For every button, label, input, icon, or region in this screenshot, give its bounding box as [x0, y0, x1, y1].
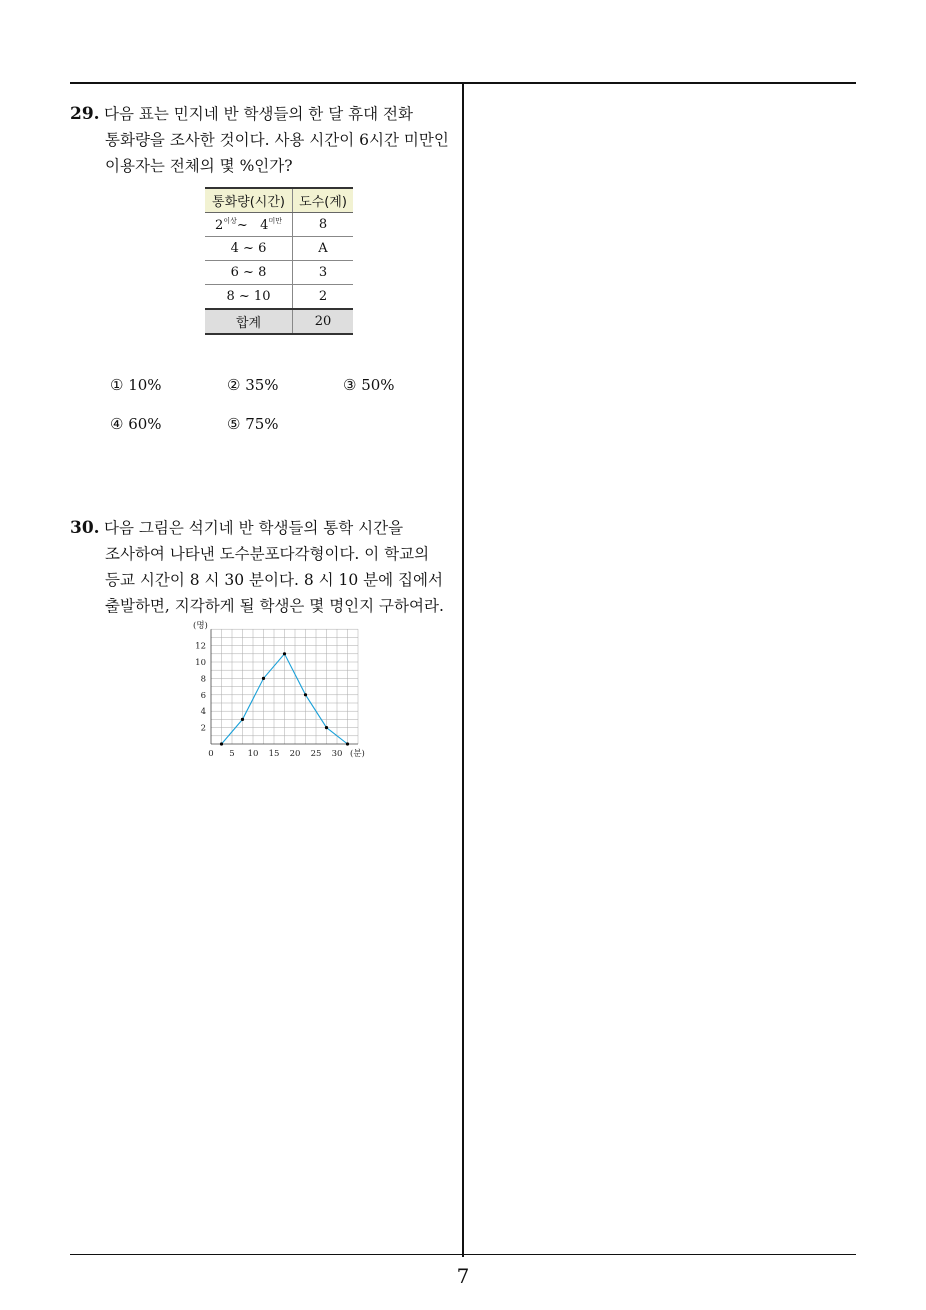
y-tick-label: 8: [200, 674, 206, 685]
value-cell: 2: [293, 285, 354, 310]
q30-number: 30.: [70, 518, 100, 538]
question-30: [70, 515, 450, 619]
y-tick-label: 6: [200, 690, 206, 701]
q29-line-2: 통화량을 조사한 것이다. 사용 시간이 6시간 미만인: [105, 131, 449, 149]
page-number: 7: [456, 1264, 470, 1288]
y-tick-label: 10: [195, 658, 206, 668]
total-value: 20: [293, 309, 354, 334]
q29-line-1: 29. 다음 표는 민지네 반 학생들의 한 달 휴대 전화: [70, 101, 450, 127]
y-axis-label: (명): [193, 621, 208, 632]
header-call-time: 통화량(시간): [205, 188, 293, 213]
table-header-row: [205, 188, 353, 213]
range-cell: 8 ~ 10: [205, 285, 293, 310]
column-divider: [462, 83, 464, 1257]
data-point: [220, 742, 223, 745]
choice-5[interactable]: ⑤ 75%: [227, 415, 279, 433]
y-tick-label: 12: [195, 641, 206, 652]
data-point: [346, 742, 349, 745]
range-cell: 6 ~ 8: [205, 261, 293, 285]
range-cell: 4 ~ 6: [205, 237, 293, 261]
chart-tick-labels: [193, 620, 365, 759]
frequency-polygon-chart: [185, 620, 385, 765]
table-row: [205, 213, 353, 237]
choice-4[interactable]: ④ 60%: [110, 415, 162, 433]
q29-number: 29.: [70, 104, 100, 124]
x-tick-label: 5: [229, 749, 235, 759]
range-cell: $2^{이상}\sim$ $4^{미만}$: [205, 213, 293, 237]
data-point: [325, 726, 328, 729]
value-cell: 3: [293, 261, 354, 285]
choice-1[interactable]: ① 10%: [110, 376, 162, 394]
data-point: [283, 652, 286, 655]
y-tick-label: 2: [200, 723, 206, 734]
table-row: [205, 261, 353, 285]
x-tick-label: 30: [331, 749, 343, 759]
x-tick-label: 10: [247, 749, 259, 759]
table-row: [205, 285, 353, 310]
value-cell: 8: [293, 213, 354, 237]
total-label: 합계: [205, 309, 293, 334]
data-point: [262, 677, 265, 680]
x-tick-label: 0: [208, 749, 214, 759]
data-point: [304, 693, 307, 696]
q30-line-2: 조사하여 나타낸 도수분포다각형이다. 이 학교의: [105, 545, 430, 563]
data-point: [241, 718, 244, 721]
choice-3[interactable]: ③ 50%: [343, 376, 395, 394]
header-frequency: 도수(계): [293, 188, 354, 213]
q30-line-1: 30. 다음 그림은 석기네 반 학생들의 통학 시간을: [70, 515, 450, 541]
value-cell: A: [293, 237, 354, 261]
choice-2[interactable]: ② 35%: [227, 376, 279, 394]
chart-grid: [211, 629, 358, 744]
q30-line-4: 출발하면, 지각하게 될 학생은 몇 명인지 구하여라.: [105, 597, 444, 615]
question-29: [70, 101, 450, 179]
x-tick-label: 25: [310, 749, 322, 759]
table-row: [205, 237, 353, 261]
x-tick-label: 15: [268, 749, 280, 759]
x-tick-label: 20: [289, 749, 301, 759]
q29-line-3: 이용자는 전체의 몇 %인가?: [105, 157, 293, 175]
table-total-row: [205, 309, 353, 334]
q30-line-3: 등교 시간이 8 시 30 분이다. 8 시 10 분에 집에서: [105, 571, 443, 589]
x-axis-label: (분): [350, 749, 365, 759]
frequency-table: [205, 187, 353, 335]
y-tick-label: 4: [200, 707, 206, 718]
bottom-rule: [70, 1254, 856, 1255]
